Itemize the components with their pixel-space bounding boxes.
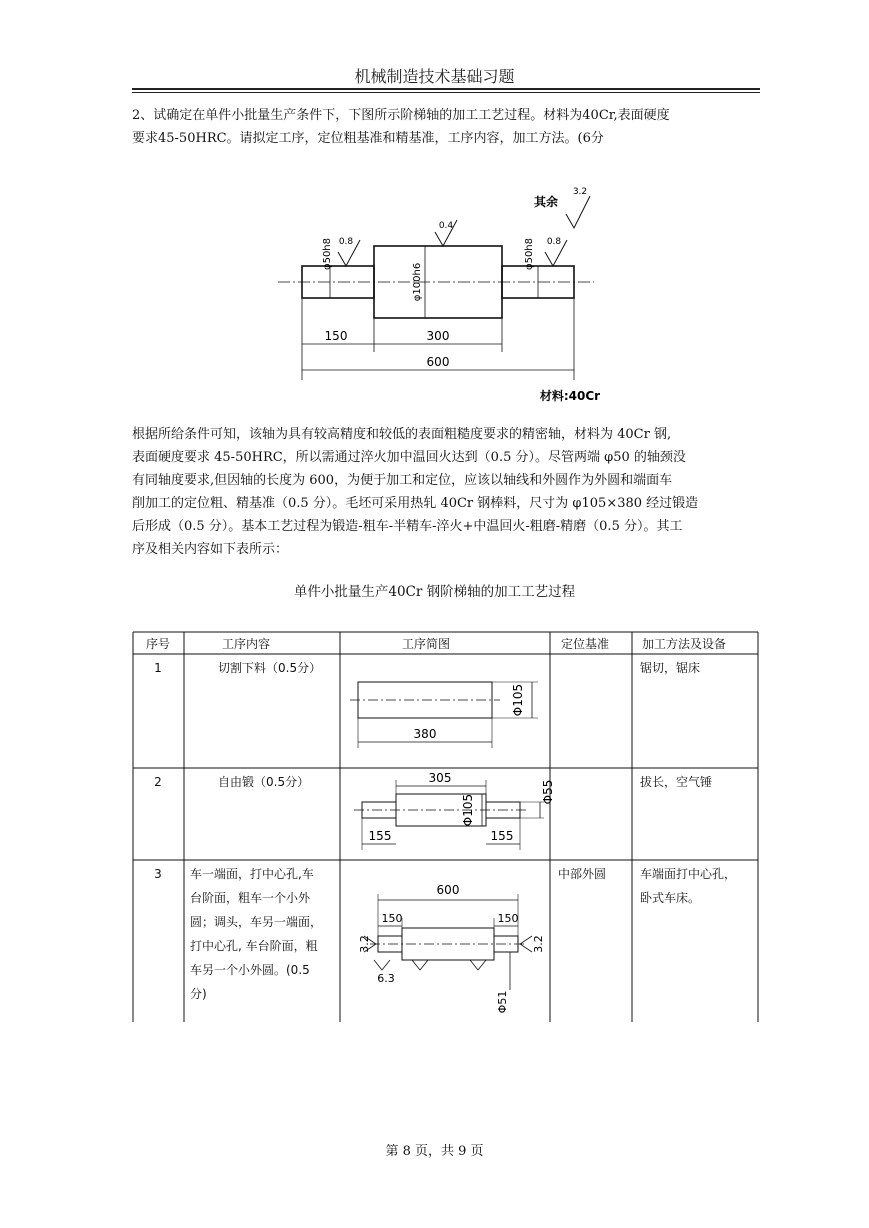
row3-sketch-len-right: 150 (497, 912, 519, 925)
shaft-drawing (270, 180, 610, 410)
row3-method-2: 卧式车床。 (640, 891, 701, 905)
row1-content: 切割下料（0.5分） (218, 661, 322, 675)
row3-sketch-len-total: 600 (436, 883, 460, 897)
answer-text (132, 423, 760, 561)
question-line-1: 2、试确定在单件小批量生产条件下，下图所示阶梯轴的加工工艺过程。材料为40Cr,表面硬度 (132, 108, 670, 123)
row2-content: 自由锻（0.5分） (218, 775, 310, 789)
header-seq: 序号 (145, 637, 171, 651)
row2-sketch-len-right: 155 (490, 829, 514, 843)
table-caption: 单件小批量生产40Cr 钢阶梯轴的加工工艺过程 (293, 584, 576, 600)
dim-600-label: 600 (426, 355, 450, 369)
left-diameter-label: φ50h8 (322, 237, 333, 271)
roughness-other-value: 3.2 (572, 187, 588, 197)
header-rule-thin (132, 92, 760, 93)
page-footer: 第 8 页，共 9 页 (385, 1144, 484, 1159)
question-line-2: 要求45-50HRC。请拟定工序，定位粗基准和精基准，工序内容，加工方法。(6分 (132, 131, 604, 146)
ra-right-label: 0.8 (546, 237, 562, 247)
dim-150-label: 150 (324, 329, 348, 343)
answer-line-5: 后形成（0.5 分）。基本工艺过程为锻造-粗车-半精车-淬火+中温回火-粗磨-精磨（0.5 分）。其工 (132, 519, 683, 534)
answer-line-1: 根据所给条件可知，该轴为具有较高精度和较低的表面粗糙度要求的精密轴，材料为 40Cr 钢, (132, 427, 672, 442)
ra-center-label: 0.4 (438, 221, 454, 231)
answer-line-2: 表面硬度要求 45-50HRC，所以需通过淬火加中温回火达到（0.5 分）。尽管两端 φ50 的轴颈没 (132, 450, 686, 465)
center-diameter-label: φ100h6 (412, 262, 423, 302)
header-method: 加工方法及设备 (641, 637, 727, 651)
material-label: 材料:40Cr (539, 389, 601, 403)
question-text (132, 104, 760, 150)
row2-sketch-len-mid: 305 (428, 771, 452, 785)
row3-content-4: 打中心孔, 车台阶面，粗 (190, 939, 318, 953)
row3-content-2: 台阶面，粗车一个小外 (190, 891, 311, 905)
row3-sketch-ra-right: 3.2 (532, 935, 545, 953)
process-table (130, 630, 762, 1026)
row2-method: 拔长，空气锤 (640, 775, 713, 789)
row3-no: 3 (154, 867, 162, 881)
row2-no: 2 (154, 775, 162, 789)
row3-sketch-dia-end: Φ51 (496, 990, 509, 1014)
row1-method: 锯切，锯床 (640, 661, 701, 675)
row3-method-1: 车端面打中心孔， (640, 867, 737, 881)
row3-sketch-ra-bottom: 6.3 (377, 972, 395, 985)
header-sketch: 工序简图 (401, 637, 451, 651)
answer-line-3: 有同轴度要求,但因轴的长度为 600，为便于加工和定位，应该以轴线和外圆作为外圆和端面车 (132, 473, 673, 488)
row3-sketch-ra-left: 3.2 (358, 935, 371, 953)
row3-sketch-len-left: 150 (381, 912, 403, 925)
right-diameter-label: φ50h8 (524, 237, 535, 271)
answer-line-6: 序及相关内容如下表所示： (132, 542, 289, 557)
row3-content-6: 分) (190, 987, 207, 1001)
answer-line-4: 削加工的定位粗、精基准（0.5 分）。毛坯可采用热轧 40Cr 钢棒料，尺寸为 φ105×380 经过锻造 (132, 496, 699, 511)
header-datum: 定位基准 (560, 637, 610, 651)
row3-content-3: 圆；调头，车另一端面， (190, 915, 323, 929)
dim-300-label: 300 (426, 329, 450, 343)
row1-sketch-len: 380 (413, 727, 437, 741)
page-header-title: 机械制造技术基础习题 (354, 67, 515, 86)
ra-left-label: 0.8 (338, 237, 354, 247)
row3-content-5: 车另一个小外圆。(0.5 (190, 963, 310, 977)
header-content: 工序内容 (221, 637, 271, 651)
row3-datum: 中部外圆 (558, 867, 607, 881)
row3-content-1: 车一端面，打中心孔,车 (190, 867, 314, 881)
row1-no: 1 (154, 661, 162, 675)
row1-sketch-dia: Φ105 (511, 683, 525, 717)
row2-sketch-dia-end: Φ55 (541, 779, 555, 805)
row2-sketch-dia-mid: Φ105 (461, 793, 475, 827)
header-rule-thick (132, 88, 760, 90)
roughness-other-label: 其余 (533, 195, 559, 209)
row2-sketch-len-left: 155 (368, 829, 392, 843)
